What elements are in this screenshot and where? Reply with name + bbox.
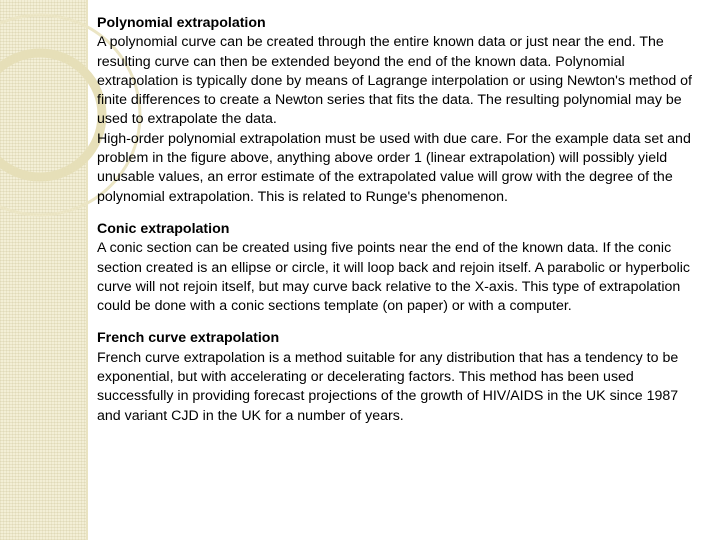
section-title: Conic extrapolation — [97, 220, 230, 237]
section-french-curve — [97, 329, 697, 425]
section-conic — [97, 220, 697, 316]
section-polynomial — [97, 14, 697, 207]
document-body — [97, 14, 697, 439]
section-paragraph: French curve extrapolation is a method suitable for any distribution that has a tendency to be exponential, but with accelerating or decelerating factors. This method has been used successfully in providing forecast projections of the growth of HIV/AIDS in the UK since 1987 and variant CJD in the UK for a number of years. — [97, 349, 679, 424]
section-title: Polynomial extrapolation — [97, 15, 266, 31]
section-paragraph: High-order polynomial extrapolation must be used with due care. For the example data set and problem in the figure above, anything above order 1 (linear extrapolation) will possibly yield unusable values, an error estimate of the extrapolated value will grow with the degree of the polynomial extrapolation. This is related to Runge's phenomenon. — [97, 130, 691, 205]
section-paragraph: A polynomial curve can be created through the entire known data or just near the end. The resulting curve can then be extended beyond the end of the known data. Polynomial extrapolation is typically done by means of Lagrange interpolation or using Newton's method of finite differences to create a Newton series that fits the data. The resulting polynomial may be used to extrapolate the data. — [97, 34, 692, 128]
decorative-ring-inner — [0, 53, 102, 177]
section-title: French curve extrapolation — [97, 330, 280, 347]
section-paragraph: A conic section can be created using five points near the end of the known data. If the conic section created is an ellipse or circle, it will loop back and rejoin itself. A parabolic or hyperbolic curve will not rejoin itself, but may curve back relative to the X-axis. This type of extrapolation could be done with a conic sections template (on paper) or with a computer. — [97, 240, 691, 315]
